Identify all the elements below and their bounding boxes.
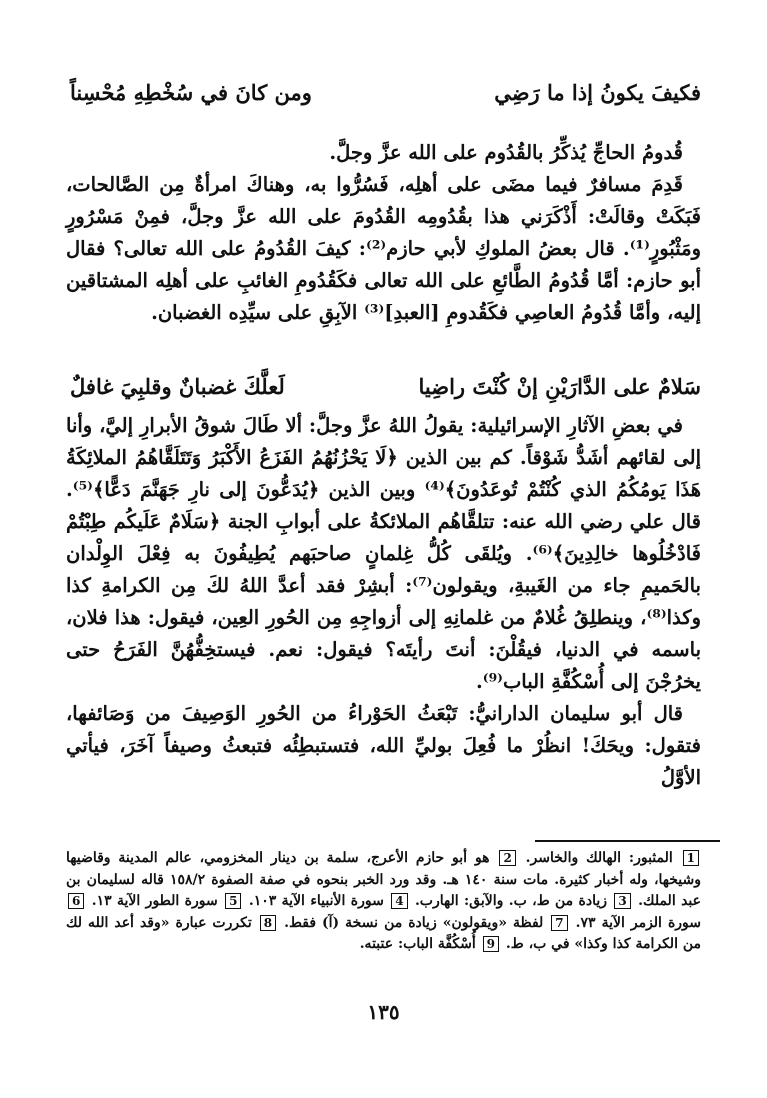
footnote — [526, 850, 701, 866]
footnote-text: تكررت عبارة «وقد أعد الله لك من الكرامة كذا وكذا» في ب، ط. — [66, 914, 701, 952]
verse-2-left-hemistich: سَلامٌ على الدَّارَيْنِ إنْ كُنْتَ راضِيا — [418, 374, 701, 399]
footnote-text: سورة الزمر الآية ٧٣. — [575, 914, 702, 931]
footnote-text: لفظة «ويقولون» زيادة من نسخة (آ) فقط. — [284, 914, 544, 931]
footnote-text: زيادة من ط، ب. والآبق: الهارب. — [414, 893, 608, 909]
footnote-number: 6 — [68, 893, 84, 909]
footnote-number: 1 — [683, 850, 699, 866]
footnote-number: 3 — [614, 893, 630, 909]
footnotes — [66, 848, 701, 956]
footnote-text: سورة الطور الآية ١٣. — [91, 893, 218, 909]
verse-2-right-hemistich: لَعلَّكَ غضبانٌ وقلبِيَ غافلٌ — [70, 374, 285, 399]
footnote-number: 9 — [483, 936, 499, 952]
footnote — [284, 915, 570, 931]
footnote — [249, 893, 410, 909]
body-paragraph: في بعضِ الآثارِ الإسرائيلية: يقولُ اللهُ عزَّ وجلَّ: ألا طَالَ شوقُ الأبرارِ إليَّ، وأنا إلى لقائهم أشَدُّ شَوْقاً. كم بين الذين ﴿لَا يَحْزُنُهُمُ الفَزَعُ الأَكْبَرُ وَتَتَلَقَّاهُمُ الملائِكَةُ هَذَا يَومُكُمُ الذي كُنْتُمْ تُوعَدُونَ﴾⁽⁴⁾ وبين الذين ﴿يُدَعُّونَ إلى نارِ جَهَنَّمَ دَعًّا﴾⁽⁵⁾. قال علي رضي الله عنه: تتلقَّاهُم الملائكةُ على أبوابِ الجنة ﴿سَلَامٌ عَلَيكُم طِبْتُمْ فَادْخُلُوها خالِدِينَ﴾⁽⁶⁾. ويُلقَى كُلُّ غِلمانٍ صاحبَهم يُطِيفُونَ به فِعْلَ الوِلْدان بالحَميمِ جاء من الغَيبةِ، ويقولون⁽⁷⁾: أبشِرْ فقد أعدَّ اللهُ لكَ مِن الكرامةِ كذا وكذا⁽⁸⁾، وينطلِقُ غُلامٌ من غلمانِهِ إلى أزواجِهِ مِن الحُورِ العِين، فيقول: هذا فلان، باسمه في الدنيا، فيقُلْنَ: أنتَ رأيتَه؟ فيقول: نعم. فيستخِفُّهُنَّ الفَرَحُ حتى يخرُجْنَ إلى أُسْكُفَّةِ الباب⁽⁹⁾. — [66, 414, 702, 693]
body-paragraph: قَدِمَ مسافرٌ فيما مضَى على أهلِه، فَسُرُّوا به، وهناكَ امرأةٌ مِن الصَّالحات، فَبَكَتْ وقالَتْ: أَذْكَرَني هذا بقُدُومِه القُدُومَ على الله عزَّ وجلَّ، فمِنْ مَسْرُورٍ ومَثْبُورٍ⁽¹⁾. قال بعضُ الملوكِ لأبي حازم⁽²⁾: كيفَ القُدُومُ على الله تعالى؟ فقال أبو حازم: أمَّا قُدُومُ الطَّائعِ على الله تعالى فكَقُدُومِ الغائبِ على أهلِه المشتاقين إليه، وأمَّا قُدُومُ العاصِي فكَقُدومِ [العبدِ]⁽³⁾ الآبِقِ على سيِّدِه الغضبان. — [66, 173, 701, 324]
footnote-number: 4 — [391, 893, 407, 909]
footnote — [92, 893, 244, 909]
footnote-number: 7 — [551, 915, 567, 931]
footnote-text: سورة الأنبياء الآية ١٠٣. — [248, 893, 384, 909]
footnote — [360, 936, 501, 952]
verse-2 — [70, 372, 701, 402]
page-number: ١٣٥ — [367, 1000, 400, 1024]
paragraph-block-2 — [66, 410, 701, 794]
body-paragraph: قال أبو سليمان الدارانيُّ: تَبْعَثُ الحَوْراءُ من الحُورِ الوَصِيفَ من وَصَائفها، فتقول: ويحَكَ! انظُرْ ما فُعِلَ بوليِّ الله، فتستبطِئُه فتبعثُ وصيفاً آخَرَ، فيأتي الأوَّلُ — [66, 702, 701, 789]
footnote-text: المثبور: الهالك والخاسر. — [525, 850, 673, 866]
footnote-number: 5 — [225, 893, 241, 909]
verse-1-left-hemistich: فكيفَ يكونُ إذا ما رَضِي — [494, 80, 701, 105]
footnote-number: 2 — [499, 850, 515, 866]
paragraph-block-1 — [66, 137, 701, 329]
footnote — [415, 893, 633, 909]
footnote-text: هو أبو حازم الأعرج، سلمة بن دينار المخزومي، عالم المدينة وقاضيها وشيخها، وله أخبار كثيرة. مات سنة ١٤٠ هـ. وقد ورد الخبر بنحوه في صفة الصفوة ١٥٨/٢ قاله لسليمان بن عبد الملك. — [66, 850, 702, 909]
footnote-separator — [535, 840, 720, 842]
verse-1-right-hemistich: ومن كانَ في سُخْطِهِ مُحْسِناً — [70, 80, 312, 105]
footnote-number: 8 — [260, 915, 276, 931]
verse-1 — [70, 78, 701, 108]
section-heading: قُدومُ الحاجِّ يُذكِّرُ بالقُدُوم على الله عزَّ وجلَّ. — [329, 141, 683, 164]
footnote-text: أُسْكُفَّة الباب: عتبته. — [359, 936, 476, 952]
